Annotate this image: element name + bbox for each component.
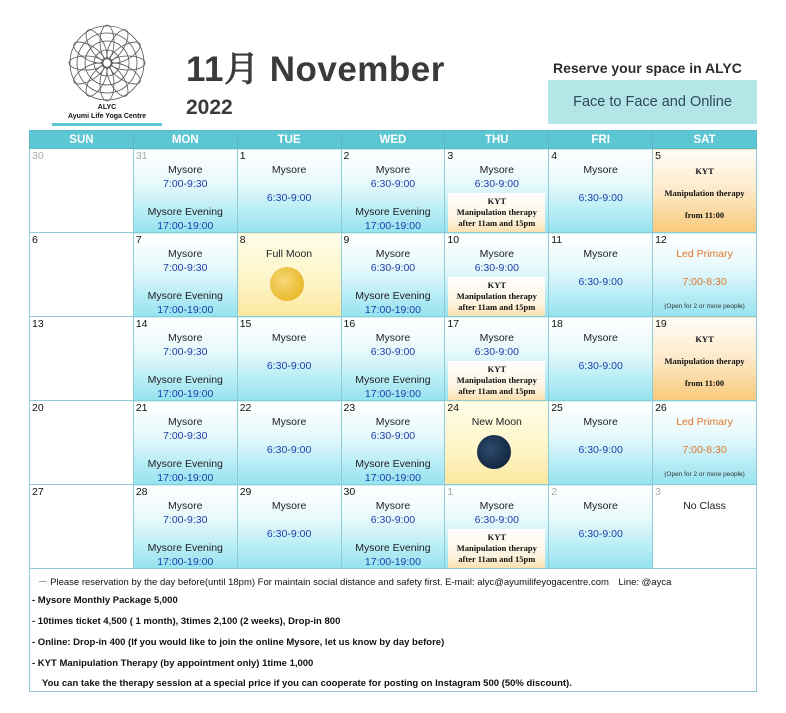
class-time: 6:30-9:00 — [578, 444, 623, 456]
week-row — [30, 233, 757, 317]
class-label: Mysore — [271, 164, 307, 176]
day-cell — [30, 317, 134, 401]
day-cell — [653, 485, 757, 569]
day-number: 31 — [135, 150, 148, 162]
class-time: 6:30-9:00 — [474, 514, 519, 526]
mandala-icon — [68, 24, 146, 102]
day-number: 11 — [551, 234, 563, 246]
class-label: Mysore — [479, 248, 515, 260]
kyt-manip-label: Manipulation therapy — [456, 291, 537, 301]
day-number: 25 — [551, 402, 563, 414]
logo-short-name: ALYC — [97, 104, 117, 111]
class-time: 17:00-19:00 — [157, 388, 214, 400]
class-label: Mysore — [479, 164, 515, 176]
day-number: 29 — [239, 486, 252, 498]
day-number: 7 — [135, 234, 142, 246]
class-label: Mysore — [375, 416, 411, 428]
day-number: 6 — [32, 234, 38, 246]
day-number: 30 — [32, 150, 44, 162]
day-cell — [445, 149, 549, 233]
day-cell — [549, 485, 653, 569]
class-time: 6:30-9:00 — [474, 346, 519, 358]
note-instagram: You can take the therapy session at a special price if you can cooperate for posting on Instagram 500 (50% discount). — [42, 678, 572, 689]
day-number: 5 — [655, 150, 661, 162]
led-note: (Open for 2 or more people) — [664, 471, 745, 478]
note-monthly: - Mysore Monthly Package 5,000 — [32, 595, 178, 606]
class-time: 7:00-9:30 — [163, 514, 208, 526]
day-number: 20 — [32, 402, 44, 414]
class-label: Mysore Evening — [355, 290, 431, 302]
class-label: Mysore Evening — [147, 290, 223, 302]
kyt-manip-label: Manipulation therapy — [664, 188, 745, 198]
day-number: 1 — [239, 150, 246, 162]
kyt-manip-label: Manipulation therapy — [456, 207, 537, 217]
day-number: 2 — [343, 150, 350, 162]
class-label: Mysore — [168, 332, 203, 344]
kyt-after-label: after 11am and 15pm — [458, 554, 536, 564]
day-cell — [30, 485, 134, 569]
class-time: 6:30-9:00 — [578, 528, 623, 540]
class-label: Mysore — [375, 248, 411, 260]
no-class-label: No Class — [683, 500, 726, 512]
day-number: 9 — [343, 234, 350, 246]
class-label: Mysore — [271, 500, 307, 512]
kyt-label: KYT — [695, 334, 714, 344]
day-number: 16 — [343, 318, 356, 330]
logo-underline — [52, 123, 162, 126]
class-time: 17:00-19:00 — [157, 472, 214, 484]
note-online: - Online: Drop-in 400 (If you would like to join the online Mysore, let us know by day before) — [32, 637, 445, 648]
class-label: Mysore — [375, 500, 411, 512]
weekday-mon: MON — [133, 131, 237, 149]
day-number: 30 — [343, 486, 356, 498]
weekday-header-row — [30, 131, 757, 149]
class-label: Mysore — [583, 416, 618, 428]
day-cell — [30, 233, 134, 317]
week-row — [30, 149, 757, 233]
day-number: 13 — [32, 318, 44, 330]
class-time: 6:30-9:00 — [370, 430, 416, 442]
day-cell — [237, 317, 341, 401]
class-time: 6:30-9:00 — [266, 360, 312, 372]
day-number: 14 — [135, 318, 148, 330]
kyt-label: KYT — [487, 532, 506, 542]
day-cell — [133, 317, 237, 401]
day-cell — [549, 401, 653, 485]
led-time: 7:00-8:30 — [682, 276, 727, 288]
class-time: 6:30-9:00 — [370, 514, 416, 526]
day-cell — [549, 149, 653, 233]
class-time: 17:00-19:00 — [364, 472, 421, 484]
day-cell — [30, 149, 134, 233]
class-label: Mysore — [479, 500, 515, 512]
led-label: Led Primary — [676, 416, 733, 428]
day-cell — [341, 149, 445, 233]
kyt-manip-label: Manipulation therapy — [456, 375, 537, 385]
class-time: 7:00-9:30 — [163, 430, 208, 442]
class-time: 7:00-9:30 — [163, 178, 208, 190]
calendar — [29, 130, 757, 569]
class-label: Mysore — [168, 416, 203, 428]
class-label: Mysore Evening — [355, 542, 431, 554]
class-label: Mysore — [168, 164, 203, 176]
kyt-box — [448, 193, 545, 232]
kyt-label: KYT — [487, 280, 506, 290]
class-time: 6:30-9:00 — [370, 262, 416, 274]
page-year: 2022 — [186, 96, 233, 119]
class-label: Mysore — [168, 248, 203, 260]
moon-label: New Moon — [471, 416, 522, 428]
day-number: 8 — [239, 234, 246, 246]
weekday-sat: SAT — [653, 131, 757, 149]
note-reservation: － Please reservation by the day before(until 18pm) For maintain social distance and safety first. E-mail: alyc@ayumilifeyogacentre.com Line: @ayca — [38, 577, 672, 588]
day-cell — [341, 485, 445, 569]
class-label: Mysore Evening — [147, 206, 223, 218]
kyt-manip-label: Manipulation therapy — [456, 543, 537, 553]
class-label: Mysore — [271, 332, 307, 344]
class-time: 6:30-9:00 — [266, 444, 312, 456]
day-number: 10 — [447, 234, 460, 246]
class-label: Mysore Evening — [355, 206, 431, 218]
day-number: 22 — [239, 402, 252, 414]
class-label: Mysore — [479, 332, 515, 344]
week-row — [30, 401, 757, 485]
class-label: Mysore Evening — [355, 458, 431, 470]
class-label: Mysore — [583, 248, 618, 260]
day-number: 3 — [447, 150, 454, 162]
kyt-box — [448, 529, 545, 568]
class-time: 6:30-9:00 — [474, 178, 519, 190]
reserve-text: Reserve your space in ALYC — [553, 60, 742, 76]
class-time: 6:30-9:00 — [578, 276, 623, 288]
day-number: 1 — [447, 486, 454, 498]
class-label: Mysore — [168, 500, 203, 512]
day-cell — [341, 401, 445, 485]
note-tickets: - 10times ticket 4,500 ( 1 month), 3times 2,100 (2 weeks), Drop-in 800 — [32, 616, 341, 627]
kyt-from-label: from 11:00 — [684, 210, 725, 220]
kyt-after-label: after 11am and 15pm — [458, 386, 536, 396]
class-time: 7:00-9:30 — [163, 346, 208, 358]
week-row — [30, 485, 757, 569]
kyt-manip-label: Manipulation therapy — [664, 356, 745, 366]
moon-label: Full Moon — [266, 248, 313, 260]
led-time: 7:00-8:30 — [682, 444, 727, 456]
note-kyt: - KYT Manipulation Therapy (by appointment only) 1time 1,000 — [32, 658, 314, 669]
day-cell — [445, 485, 549, 569]
day-number: 19 — [655, 318, 667, 330]
class-label: Mysore — [583, 164, 618, 176]
kyt-after-label: after 11am and 15pm — [458, 218, 536, 228]
weekday-wed: WED — [341, 131, 445, 149]
weekday-tue: TUE — [237, 131, 341, 149]
class-time: 17:00-19:00 — [157, 304, 214, 316]
day-number: 18 — [551, 318, 563, 330]
day-number: 21 — [135, 402, 148, 414]
day-cell — [133, 485, 237, 569]
week-row — [30, 317, 757, 401]
kyt-from-label: from 11:00 — [684, 378, 725, 388]
led-note: (Open for 2 or more people) — [664, 303, 745, 310]
class-label: Mysore Evening — [147, 542, 223, 554]
day-cell — [653, 317, 757, 401]
day-number: 23 — [343, 402, 356, 414]
kyt-label: KYT — [695, 166, 714, 176]
day-cell — [549, 317, 653, 401]
class-time: 6:30-9:00 — [578, 192, 623, 204]
class-time: 7:00-9:30 — [163, 262, 208, 274]
kyt-label: KYT — [487, 196, 506, 206]
mode-badge — [548, 80, 757, 124]
class-time: 17:00-19:00 — [364, 220, 421, 232]
class-time: 6:30-9:00 — [474, 262, 519, 274]
day-number: 17 — [447, 318, 460, 330]
day-cell — [445, 401, 549, 485]
class-time: 6:30-9:00 — [266, 528, 312, 540]
day-cell — [237, 233, 341, 317]
class-time: 6:30-9:00 — [578, 360, 623, 372]
day-cell — [133, 149, 237, 233]
kyt-label: KYT — [487, 364, 506, 374]
logo-full-name: Ayumi Life Yoga Centre — [67, 113, 147, 120]
logo — [52, 24, 162, 128]
day-number: 2 — [551, 486, 558, 498]
day-cell — [30, 401, 134, 485]
class-label: Mysore Evening — [355, 374, 431, 386]
class-label: Mysore — [583, 500, 618, 512]
weekday-thu: THU — [445, 131, 549, 149]
notes-panel — [29, 569, 757, 692]
class-time: 6:30-9:00 — [370, 346, 416, 358]
class-time: 17:00-19:00 — [364, 304, 421, 316]
kyt-after-label: after 11am and 15pm — [458, 302, 536, 312]
kyt-box — [448, 277, 545, 316]
mode-text: Face to Face and Online — [573, 94, 732, 110]
day-number: 24 — [447, 402, 460, 414]
day-cell — [341, 317, 445, 401]
class-label: Mysore — [271, 416, 307, 428]
class-time: 17:00-19:00 — [364, 388, 421, 400]
day-number: 28 — [135, 486, 148, 498]
day-cell — [653, 233, 757, 317]
new-moon-icon — [477, 435, 511, 469]
day-number: 4 — [551, 150, 558, 162]
day-number: 12 — [655, 234, 667, 246]
class-label: Mysore Evening — [147, 374, 223, 386]
day-cell — [133, 233, 237, 317]
day-cell — [341, 233, 445, 317]
day-cell — [133, 401, 237, 485]
day-cell — [653, 401, 757, 485]
class-label: Mysore — [375, 332, 411, 344]
kyt-box — [448, 361, 545, 400]
page-title: 11月 November — [186, 50, 445, 89]
class-time: 6:30-9:00 — [266, 192, 312, 204]
class-label: Mysore — [583, 332, 618, 344]
day-cell — [237, 149, 341, 233]
day-cell — [549, 233, 653, 317]
full-moon-icon — [270, 267, 304, 301]
weekday-sun: SUN — [30, 131, 134, 149]
day-number: 27 — [32, 486, 44, 498]
day-number: 15 — [239, 318, 252, 330]
led-label: Led Primary — [676, 248, 733, 260]
weekday-fri: FRI — [549, 131, 653, 149]
day-cell — [237, 401, 341, 485]
class-time: 17:00-19:00 — [157, 556, 214, 568]
day-cell — [445, 317, 549, 401]
class-time: 17:00-19:00 — [364, 556, 421, 568]
class-time: 6:30-9:00 — [370, 178, 416, 190]
class-time: 17:00-19:00 — [157, 220, 214, 232]
day-cell — [445, 233, 549, 317]
day-number: 3 — [655, 486, 661, 498]
day-cell — [653, 149, 757, 233]
class-label: Mysore Evening — [147, 458, 223, 470]
class-label: Mysore — [375, 164, 411, 176]
day-cell — [237, 485, 341, 569]
day-number: 26 — [655, 402, 667, 414]
